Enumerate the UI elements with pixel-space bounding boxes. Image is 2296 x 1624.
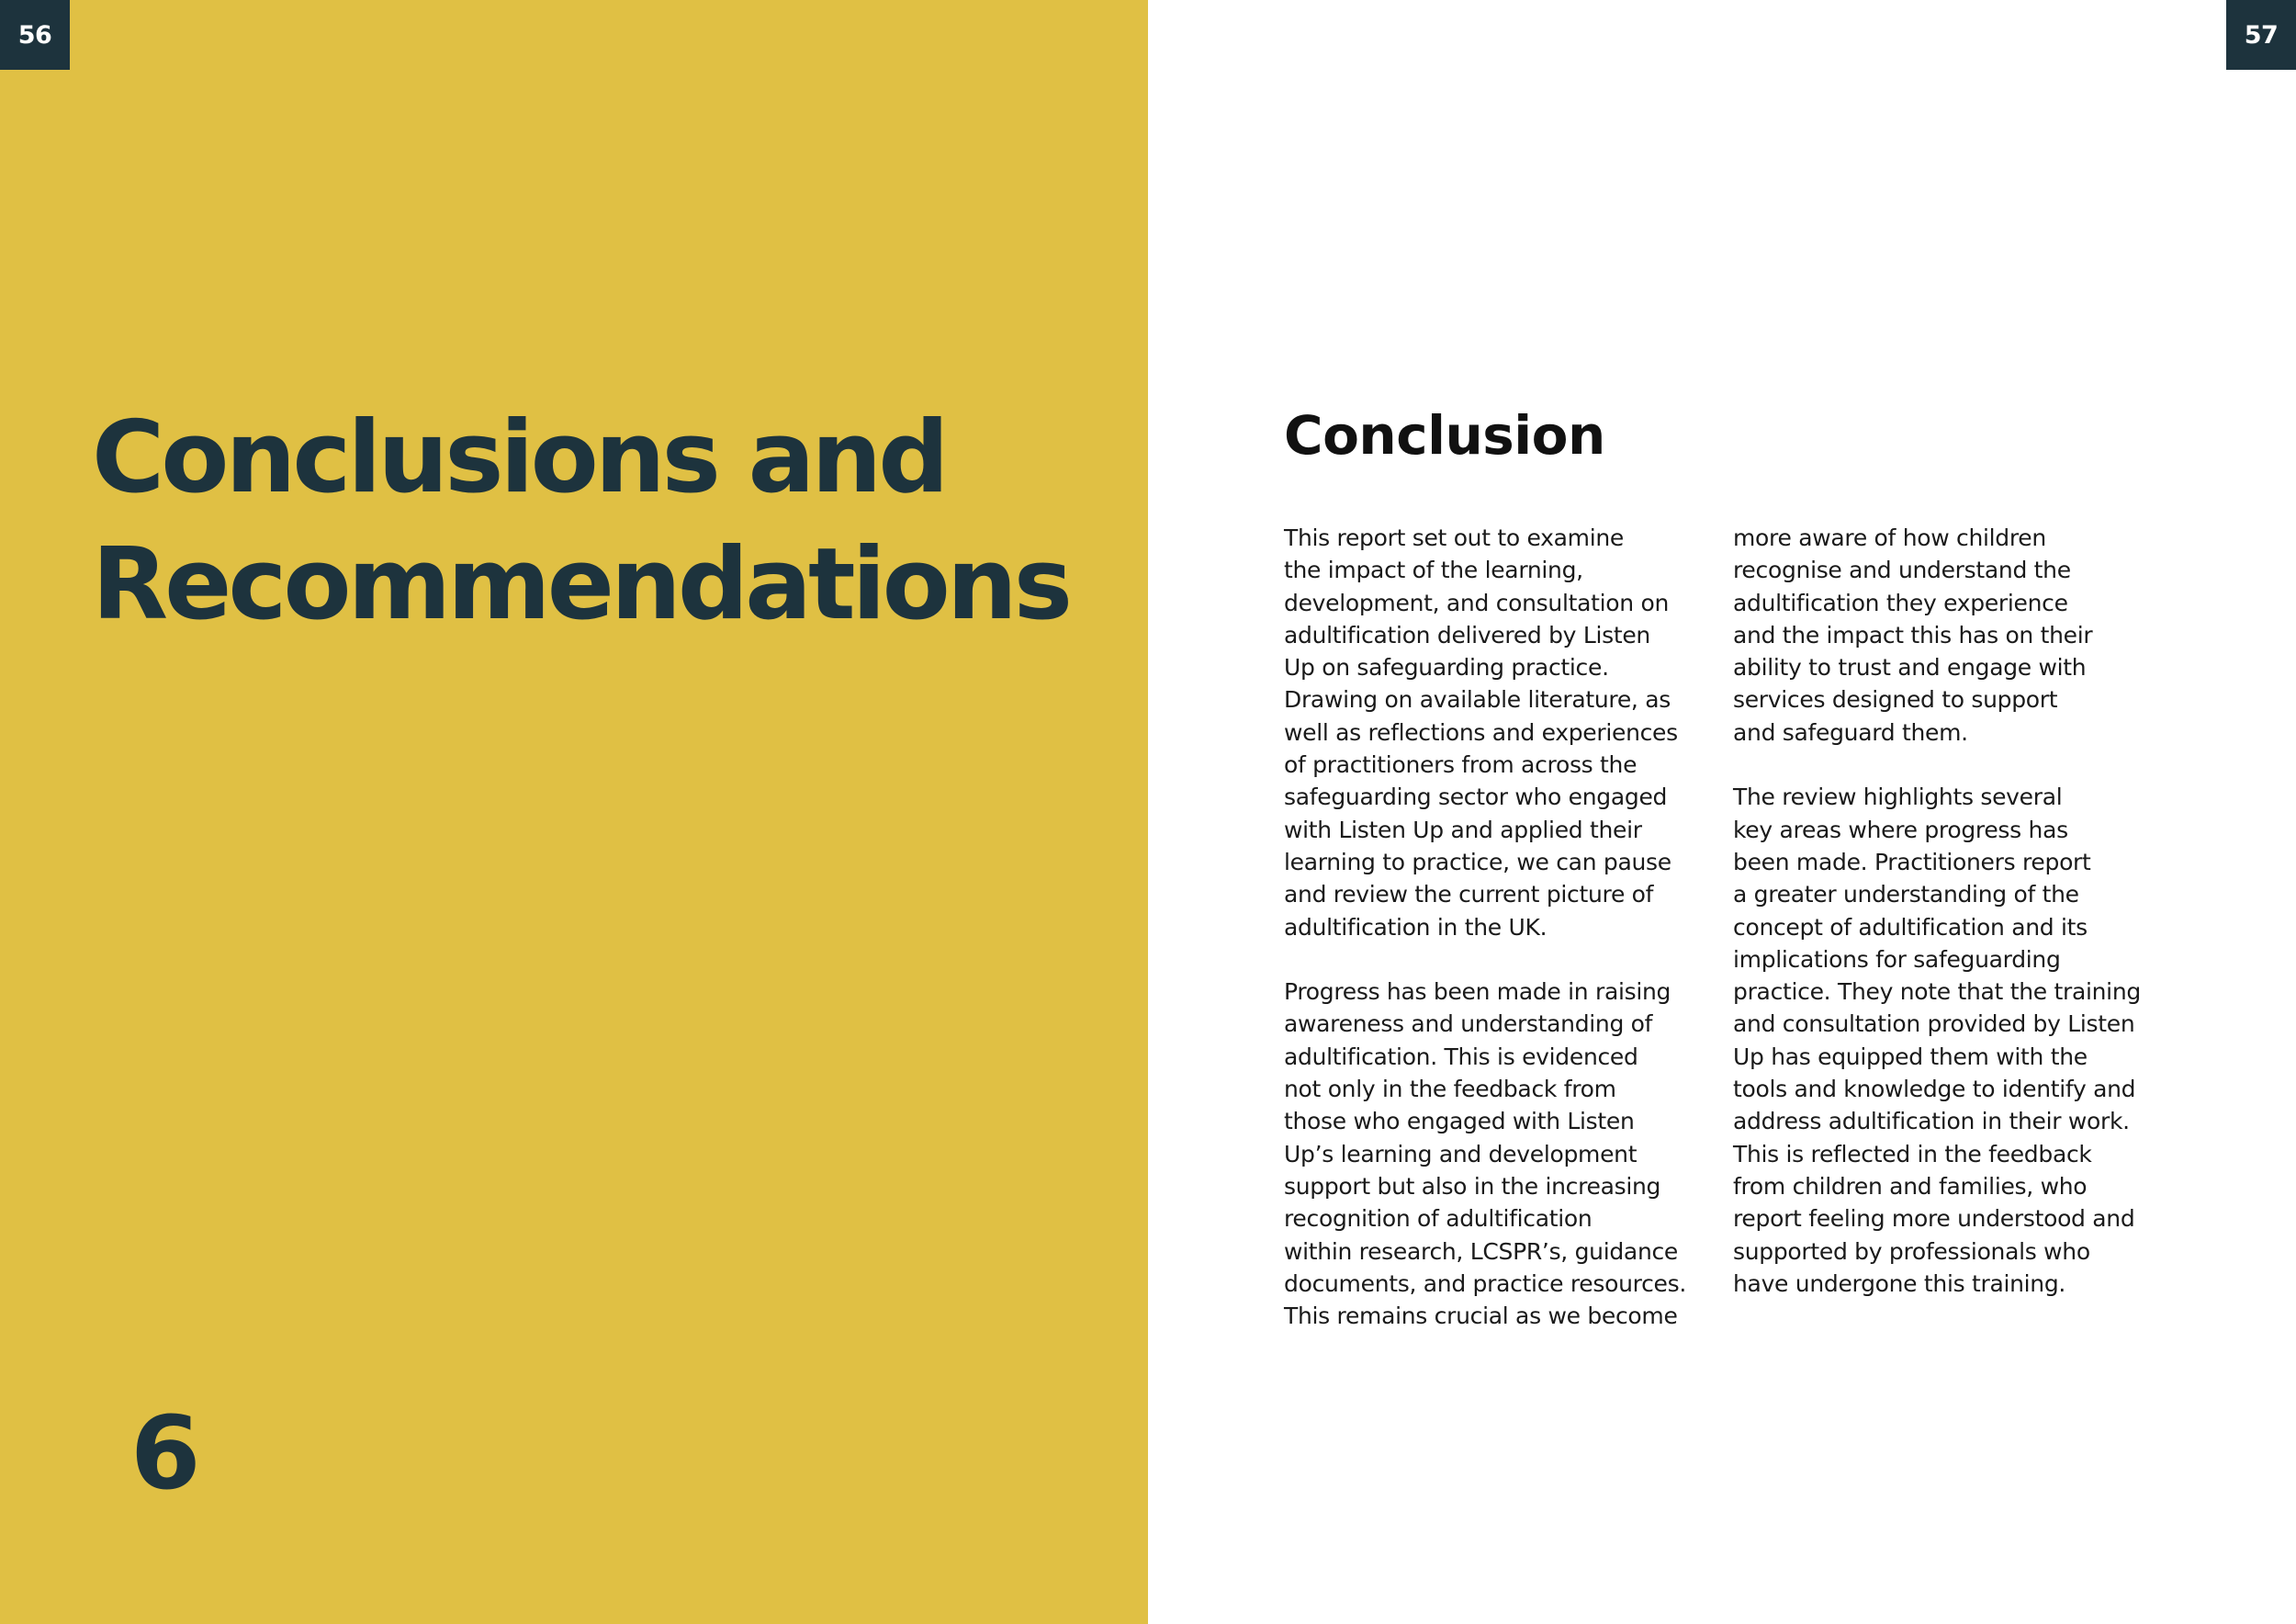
right-page (1148, 0, 2296, 1624)
section-title-line-2: Recommendations (92, 527, 1070, 642)
column-1-paragraph-2: Progress has been made in raising awareness and understanding of adultification. This is evidenced not only in the feedback from those who engaged with Listen Up’s learning and development support but also in the increasing recognition of adultification within research, LCSPR’s, guidance documents, and practice resources. This remains crucial as we become (1284, 978, 1686, 1330)
text-column-2 (1733, 522, 2165, 1332)
conclusion-heading: Conclusion (1284, 404, 1605, 467)
section-title-line-1: Conclusions and (92, 400, 946, 515)
column-2-paragraph-2: The review highlights several key areas where progress has been made. Practitioners report a greater understanding of the concept of adultification and its implications for safeguarding practice. They note that the training and consultation provided by Listen Up has equipped them with the tools and knowledge to identify and address adultification in their work. This is reflected in the feedback from children and families, who report feeling more understood and supported by professionals who have undergone this training. (1733, 784, 2141, 1297)
page-number-left: 56 (0, 0, 70, 70)
column-1-paragraph-1: This report set out to examine the impact of the learning, development, and consultation on adultification delivered by Listen Up on safeguarding practice. Drawing on available literature, as well as reflections and experiences of practitioners from across the safeguarding sector who engaged with Listen Up and applied their learning to practice, we can pause and review the current picture of adultification in the UK. (1284, 524, 1678, 941)
column-2-paragraph-1: more aware of how children recognise and understand the adultification they experience and the impact this has on their ability to trust and engage with services designed to support and safeguard them. (1733, 524, 2093, 746)
page-number-right: 57 (2226, 0, 2296, 70)
chapter-number: 6 (130, 1394, 201, 1512)
section-title (92, 395, 1102, 648)
text-column-1 (1284, 522, 1708, 1365)
